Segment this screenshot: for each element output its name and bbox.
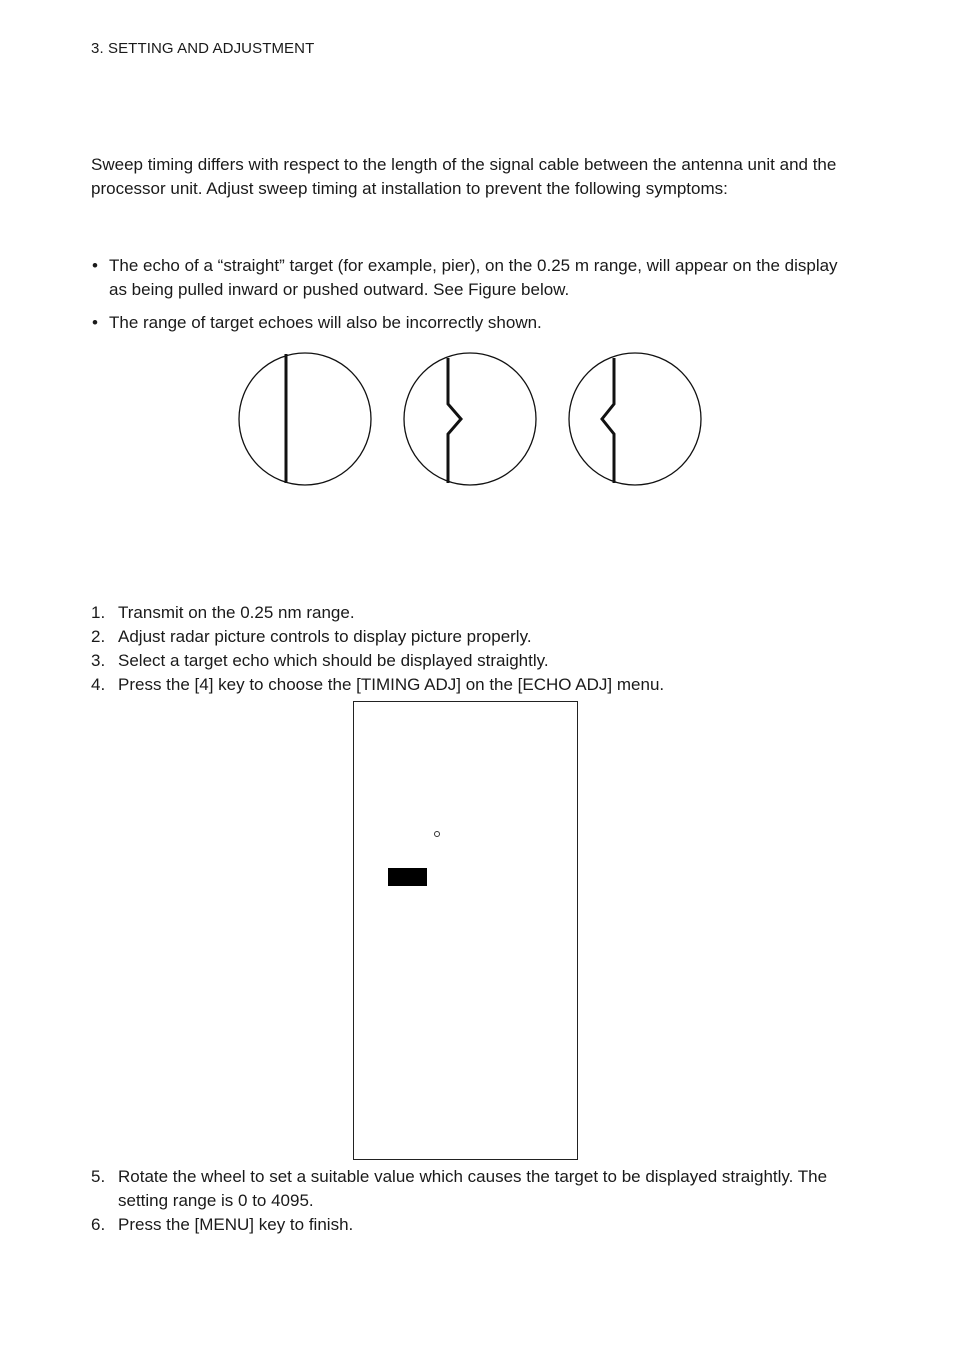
symptom-text: The range of target echoes will also be incorrectly shown.	[109, 313, 542, 332]
list-item	[91, 311, 851, 335]
procedure-steps-1-4	[91, 601, 851, 697]
echo-adj-menu-figure	[353, 701, 578, 1160]
procedure-steps-5-6	[91, 1165, 851, 1237]
step-text: Rotate the wheel to set a suitable value which causes the target to be displayed straightly. The setting range is 0 to 4095.	[118, 1167, 828, 1210]
step-number: 6.	[91, 1215, 106, 1234]
display-circle	[404, 353, 536, 485]
list-item	[91, 601, 851, 625]
intro-paragraph: Sweep timing differs with respect to the length of the signal cable between the antenna unit and the processor unit. Adjust sweep timing at installation to prevent the following symptoms:	[91, 155, 837, 198]
bullet-icon: •	[92, 256, 98, 275]
symptom-list	[91, 254, 851, 344]
echo-distortion-figure	[235, 349, 705, 489]
step-number: 2.	[91, 627, 106, 646]
step-number: 3.	[91, 651, 106, 670]
list-item	[91, 1165, 851, 1213]
step-text: Transmit on the 0.25 nm range.	[118, 603, 355, 622]
step-text: Adjust radar picture controls to display picture properly.	[118, 627, 532, 646]
symptom-text: The echo of a “straight” target (for example, pier), on the 0.25 m range, will appear on the display as being pulled inward or pushed outward. See Figure below.	[109, 256, 838, 299]
pulled-inward-echo-diagram	[569, 353, 701, 485]
display-circle	[569, 353, 701, 485]
list-item	[91, 625, 851, 649]
step-text: Select a target echo which should be displayed straightly.	[118, 651, 549, 670]
step-number: 5.	[91, 1167, 106, 1186]
list-item	[91, 649, 851, 673]
step-number: 4.	[91, 675, 106, 694]
list-item	[91, 673, 851, 697]
echo-line	[448, 358, 461, 483]
straight-echo-diagram	[239, 353, 371, 485]
step-text: Press the [MENU] key to finish.	[118, 1215, 354, 1234]
echo-line	[602, 358, 614, 483]
step-number: 1.	[91, 603, 106, 622]
step-text: Press the [4] key to choose the [TIMING ADJ] on the [ECHO ADJ] menu.	[118, 675, 665, 694]
degree-mark-icon	[434, 831, 440, 837]
display-circle	[239, 353, 371, 485]
list-item	[91, 1213, 851, 1237]
menu-cursor-highlight	[388, 868, 427, 886]
section-header: 3. SETTING AND ADJUSTMENT	[91, 40, 315, 57]
pushed-outward-echo-diagram	[404, 353, 536, 485]
list-item	[91, 254, 851, 302]
bullet-icon: •	[92, 313, 98, 332]
